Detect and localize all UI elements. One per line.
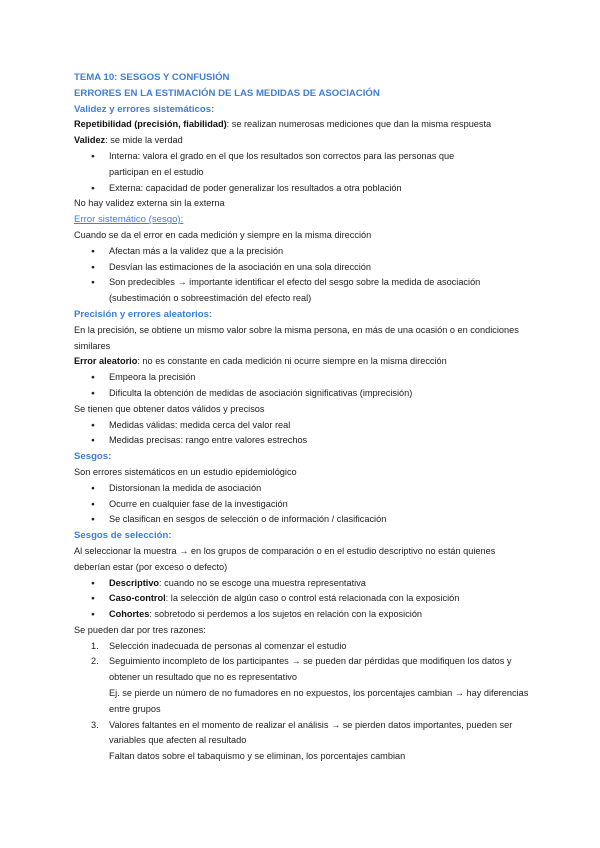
list-item: ● Se clasifican en sesgos de selección o de información / clasificación: [74, 512, 534, 528]
error-aleatorio-paragraph: [74, 354, 534, 370]
repetibilidad-text: : se realizan numerosas mediciones que dan la misma respuesta: [226, 119, 492, 130]
list-item: ● Distorsionan la medida de asociación: [74, 481, 534, 497]
error-sistematico-intro: Cuando se da el error en cada medición y siempre en la misma dirección: [74, 229, 372, 240]
repetibilidad-term: Repetibilidad (precisión, fiabilidad): [74, 119, 227, 130]
item-example: Ej. se pierde un número de no fumadores en no expuestos, los porcentajes cambian → hay diferencias entre grupos: [109, 688, 529, 714]
sesgos-seleccion-list: [74, 576, 534, 623]
list-item: ● Empeora la precisión: [74, 370, 534, 386]
page-subtitle: ERRORES EN LA ESTIMACIÓN DE LAS MEDIDAS DE ASOCIACIÓN: [74, 87, 380, 99]
bullet-term: Caso-control: [109, 593, 166, 604]
sesgos-list: [74, 481, 534, 528]
list-item: [74, 576, 534, 592]
document-content: [74, 70, 534, 765]
list-item: [74, 591, 534, 607]
list-item: ● Medidas válidas: medida cerca del valor real: [74, 418, 534, 434]
section-heading-validez: Validez y errores sistemáticos:: [74, 103, 215, 115]
validez-text: : se mide la verdad: [105, 135, 183, 146]
bullet-term: Descriptivo: [109, 577, 160, 588]
item-text: Valores faltantes en el momento de realizar el análisis → se pierden datos importantes, pueden ser variables que afecten al resultado: [109, 719, 513, 746]
bullet-text: : sobretodo si perdemos a los sujetos en relación con la exposición: [149, 609, 423, 620]
numbered-item: [74, 639, 534, 655]
error-aleatorio-list: [74, 370, 534, 402]
validez-list: [74, 149, 534, 196]
section-heading-sesgos: Sesgos:: [74, 451, 112, 463]
error-aleatorio-term: Error aleatorio: [74, 356, 138, 367]
item-number: 2.: [91, 656, 99, 667]
bullet-text: : la selección de algún caso o control está relacionada con la exposición: [165, 593, 460, 604]
precision-note: Se tienen que obtener datos válidos y precisos: [74, 403, 265, 414]
numbered-item: [74, 718, 534, 765]
medidas-list: [74, 418, 534, 450]
list-item: ● Dificulta la obtención de medidas de asociación significativas (imprecisión): [74, 386, 534, 402]
item-text: Seguimiento incompleto de los participantes → se pueden dar pérdidas que modifiquen los datos y obtener un resultado que no es representativo: [109, 656, 512, 683]
item-number: 1.: [91, 640, 99, 651]
validez-note: No hay validez externa sin la externa: [74, 198, 225, 209]
sesgos-seleccion-intro: Al seleccionar la muestra → en los grupos de comparación o en el estudio descriptivo no están quienes deberían estar (por exceso o defecto): [74, 545, 496, 572]
bullet-text: : cuando no se escoge una muestra representativa: [159, 577, 366, 588]
list-item: [74, 607, 534, 623]
list-item: ● Son predecibles → importante identificar el efecto del sesgo sobre la medida de asociación (subestimación o sobreestimación del efecto real): [74, 275, 534, 307]
sesgos-intro: Son errores sistemáticos en un estudio epidemiológico: [74, 466, 297, 477]
repetibilidad-paragraph: [74, 117, 534, 133]
precision-intro: En la precisión, se obtiene un mismo valor sobre la misma persona, en más de una ocasión o en condiciones similares: [74, 324, 519, 351]
bullet-term: Cohortes: [109, 609, 150, 620]
numbered-item: [74, 654, 534, 717]
list-item: ● Interna: valora el grado en el que los resultados son correctos para las personas que participan en el estudio: [74, 149, 534, 181]
list-item: ● Afectan más a la validez que a la precisión: [74, 244, 534, 260]
item-number: 3.: [91, 719, 99, 730]
validez-paragraph: [74, 133, 534, 149]
error-aleatorio-text: : no es constante en cada medición ni ocurre siempre en la misma dirección: [137, 356, 447, 367]
section-heading-error-sistematico: Error sistemático (sesgo):: [74, 214, 184, 226]
item-text: Selección inadecuada de personas al comenzar el estudio: [109, 640, 347, 651]
list-item: ● Medidas precisas: rango entre valores estrechos: [74, 433, 534, 449]
list-item: ● Ocurre en cualquier fase de la investigación: [74, 497, 534, 513]
item-example: Faltan datos sobre el tabaquismo y se eliminan, los porcentajes cambian: [109, 751, 406, 762]
list-item: ● Externa: capacidad de poder generalizar los resultados a otra población: [74, 181, 534, 197]
error-sistematico-list: [74, 244, 534, 307]
page-title: TEMA 10: SESGOS Y CONFUSIÓN: [74, 72, 230, 83]
section-heading-precision: Precisión y errores aleatorios:: [74, 308, 213, 320]
section-heading-sesgos-seleccion: Sesgos de selección:: [74, 530, 172, 542]
razones-list: [74, 639, 534, 765]
razones-note: Se pueden dar por tres razones:: [74, 624, 206, 635]
list-item: ● Desvían las estimaciones de la asociación en una sola dirección: [74, 260, 534, 276]
validez-term: Validez: [74, 135, 106, 146]
